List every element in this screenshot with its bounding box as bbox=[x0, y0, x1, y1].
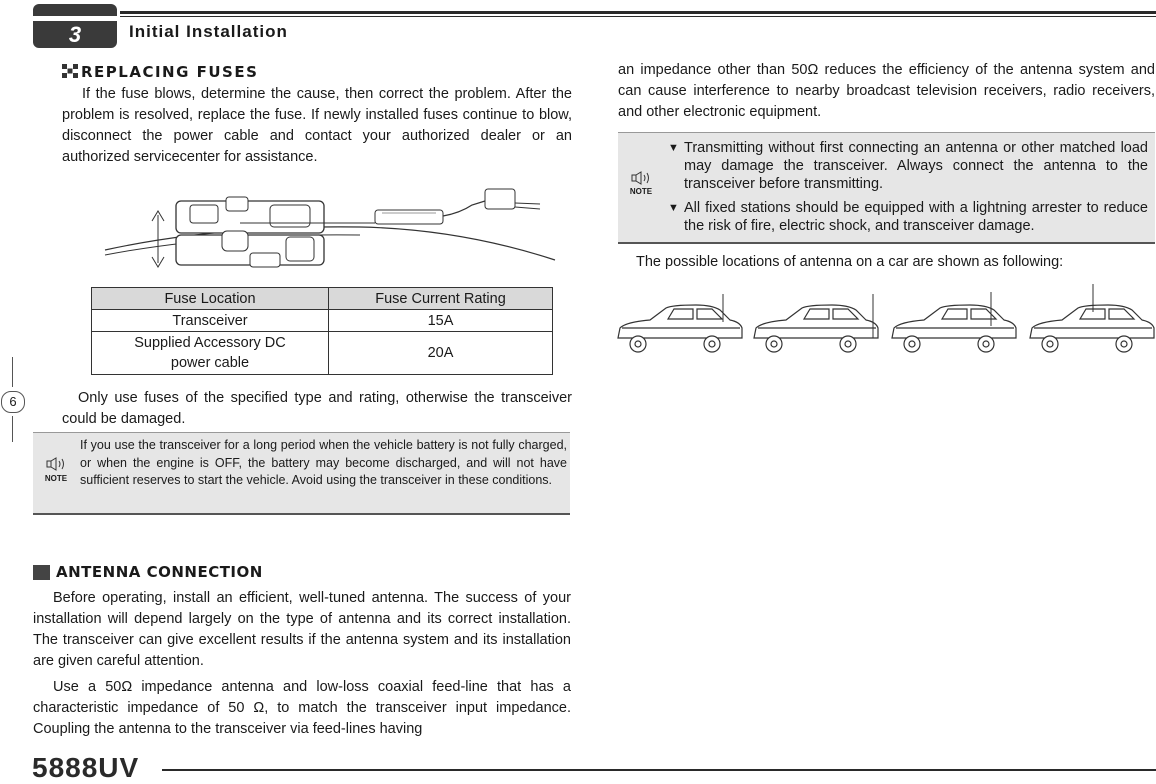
section-title-replacing-fuses: REPLACING FUSES bbox=[81, 63, 259, 81]
antenna-paragraph-1: Before operating, install an efficient, well-tuned antenna. The success of your installation will depend largely on the type of antenna and its correct installation. The transceiver can give excellent results if the antenna system and its installation are given careful attention. bbox=[33, 590, 571, 669]
page-number-rule-top bbox=[12, 357, 13, 387]
header-rule-thin bbox=[120, 16, 1156, 17]
list-item bbox=[668, 199, 1148, 235]
page-number: 6 bbox=[1, 391, 25, 413]
footer-rule bbox=[162, 769, 1156, 771]
fuse-paragraph: If the fuse blows, determine the cause, then correct the problem. After the problem is resolved, replace the fuse. If newly installed fuses continue to blow, disconnect the power cable and contact your authorized dealer or an authorized servicecenter for assistance. bbox=[62, 86, 572, 165]
fuse-warning: Only use fuses of the specified type and rating, otherwise the transceiver could be damaged. bbox=[62, 390, 572, 427]
section-square-icon bbox=[33, 565, 50, 580]
car-antenna-illustrations bbox=[616, 282, 1156, 358]
model-name: 5888UV bbox=[32, 752, 140, 783]
triangle-bullet-icon: ▼ bbox=[668, 202, 679, 214]
note-box-antenna bbox=[618, 132, 1155, 244]
note-label: NOTE bbox=[44, 474, 68, 483]
section-bullet-icon bbox=[62, 64, 78, 78]
table-header: Fuse Location bbox=[92, 288, 329, 310]
chapter-number: 3 bbox=[33, 21, 117, 48]
triangle-bullet-icon: ▼ bbox=[668, 142, 679, 154]
header-rule bbox=[120, 11, 1156, 14]
fuse-rating-table bbox=[91, 287, 553, 375]
table-cell: Supplied Accessory DC power cable bbox=[92, 332, 329, 375]
antenna-paragraph-2-continued: an impedance other than 50Ω reduces the efficiency of the antenna system and can cause interference to nearby broadcast television receivers, radio receivers, and other electronic equipment. bbox=[618, 62, 1155, 120]
list-item bbox=[668, 139, 1148, 193]
section-title-antenna-connection: ANTENNA CONNECTION bbox=[56, 563, 263, 581]
table-cell: Transceiver bbox=[92, 310, 329, 332]
table-row bbox=[92, 332, 553, 375]
antenna-locations-text: The possible locations of antenna on a car are shown as following: bbox=[636, 254, 1064, 270]
note-box-battery bbox=[33, 432, 570, 515]
note-text: If you use the transceiver for a long period when the vehicle battery is not fully charged, or when the engine is OFF, the battery may become discharged, and will not have sufficient reserves to start the vehicle. Avoid using the transceiver in these conditions. bbox=[80, 438, 567, 487]
table-header: Fuse Current Rating bbox=[329, 288, 553, 310]
page-number-rule-bottom bbox=[12, 416, 13, 442]
table-row bbox=[92, 310, 553, 332]
chapter-title: Initial Installation bbox=[129, 22, 288, 41]
antenna-paragraph-2: Use a 50Ω impedance antenna and low-loss coaxial feed-line that has a characteristic impedance of 50 Ω, to match the transceiver input impedance. Coupling the antenna to the transceiver via feed-lines having bbox=[33, 679, 571, 737]
table-cell: 20A bbox=[329, 332, 553, 375]
chapter-tab-top bbox=[33, 4, 117, 16]
note-item-text: Transmitting without first connecting an antenna or other matched load may damage the transceiver. Always connect the antenna to the transceiver before transmitting. bbox=[684, 140, 1148, 192]
fuse-holder-illustration bbox=[100, 185, 560, 275]
table-header-row bbox=[92, 288, 553, 310]
note-item-text: All fixed stations should be equipped with a lightning arrester to reduce the risk of fire, electric shock, and transceiver damage. bbox=[684, 200, 1148, 234]
note-list bbox=[668, 139, 1148, 235]
table-cell: 15A bbox=[329, 310, 553, 332]
note-label: NOTE bbox=[629, 187, 653, 196]
